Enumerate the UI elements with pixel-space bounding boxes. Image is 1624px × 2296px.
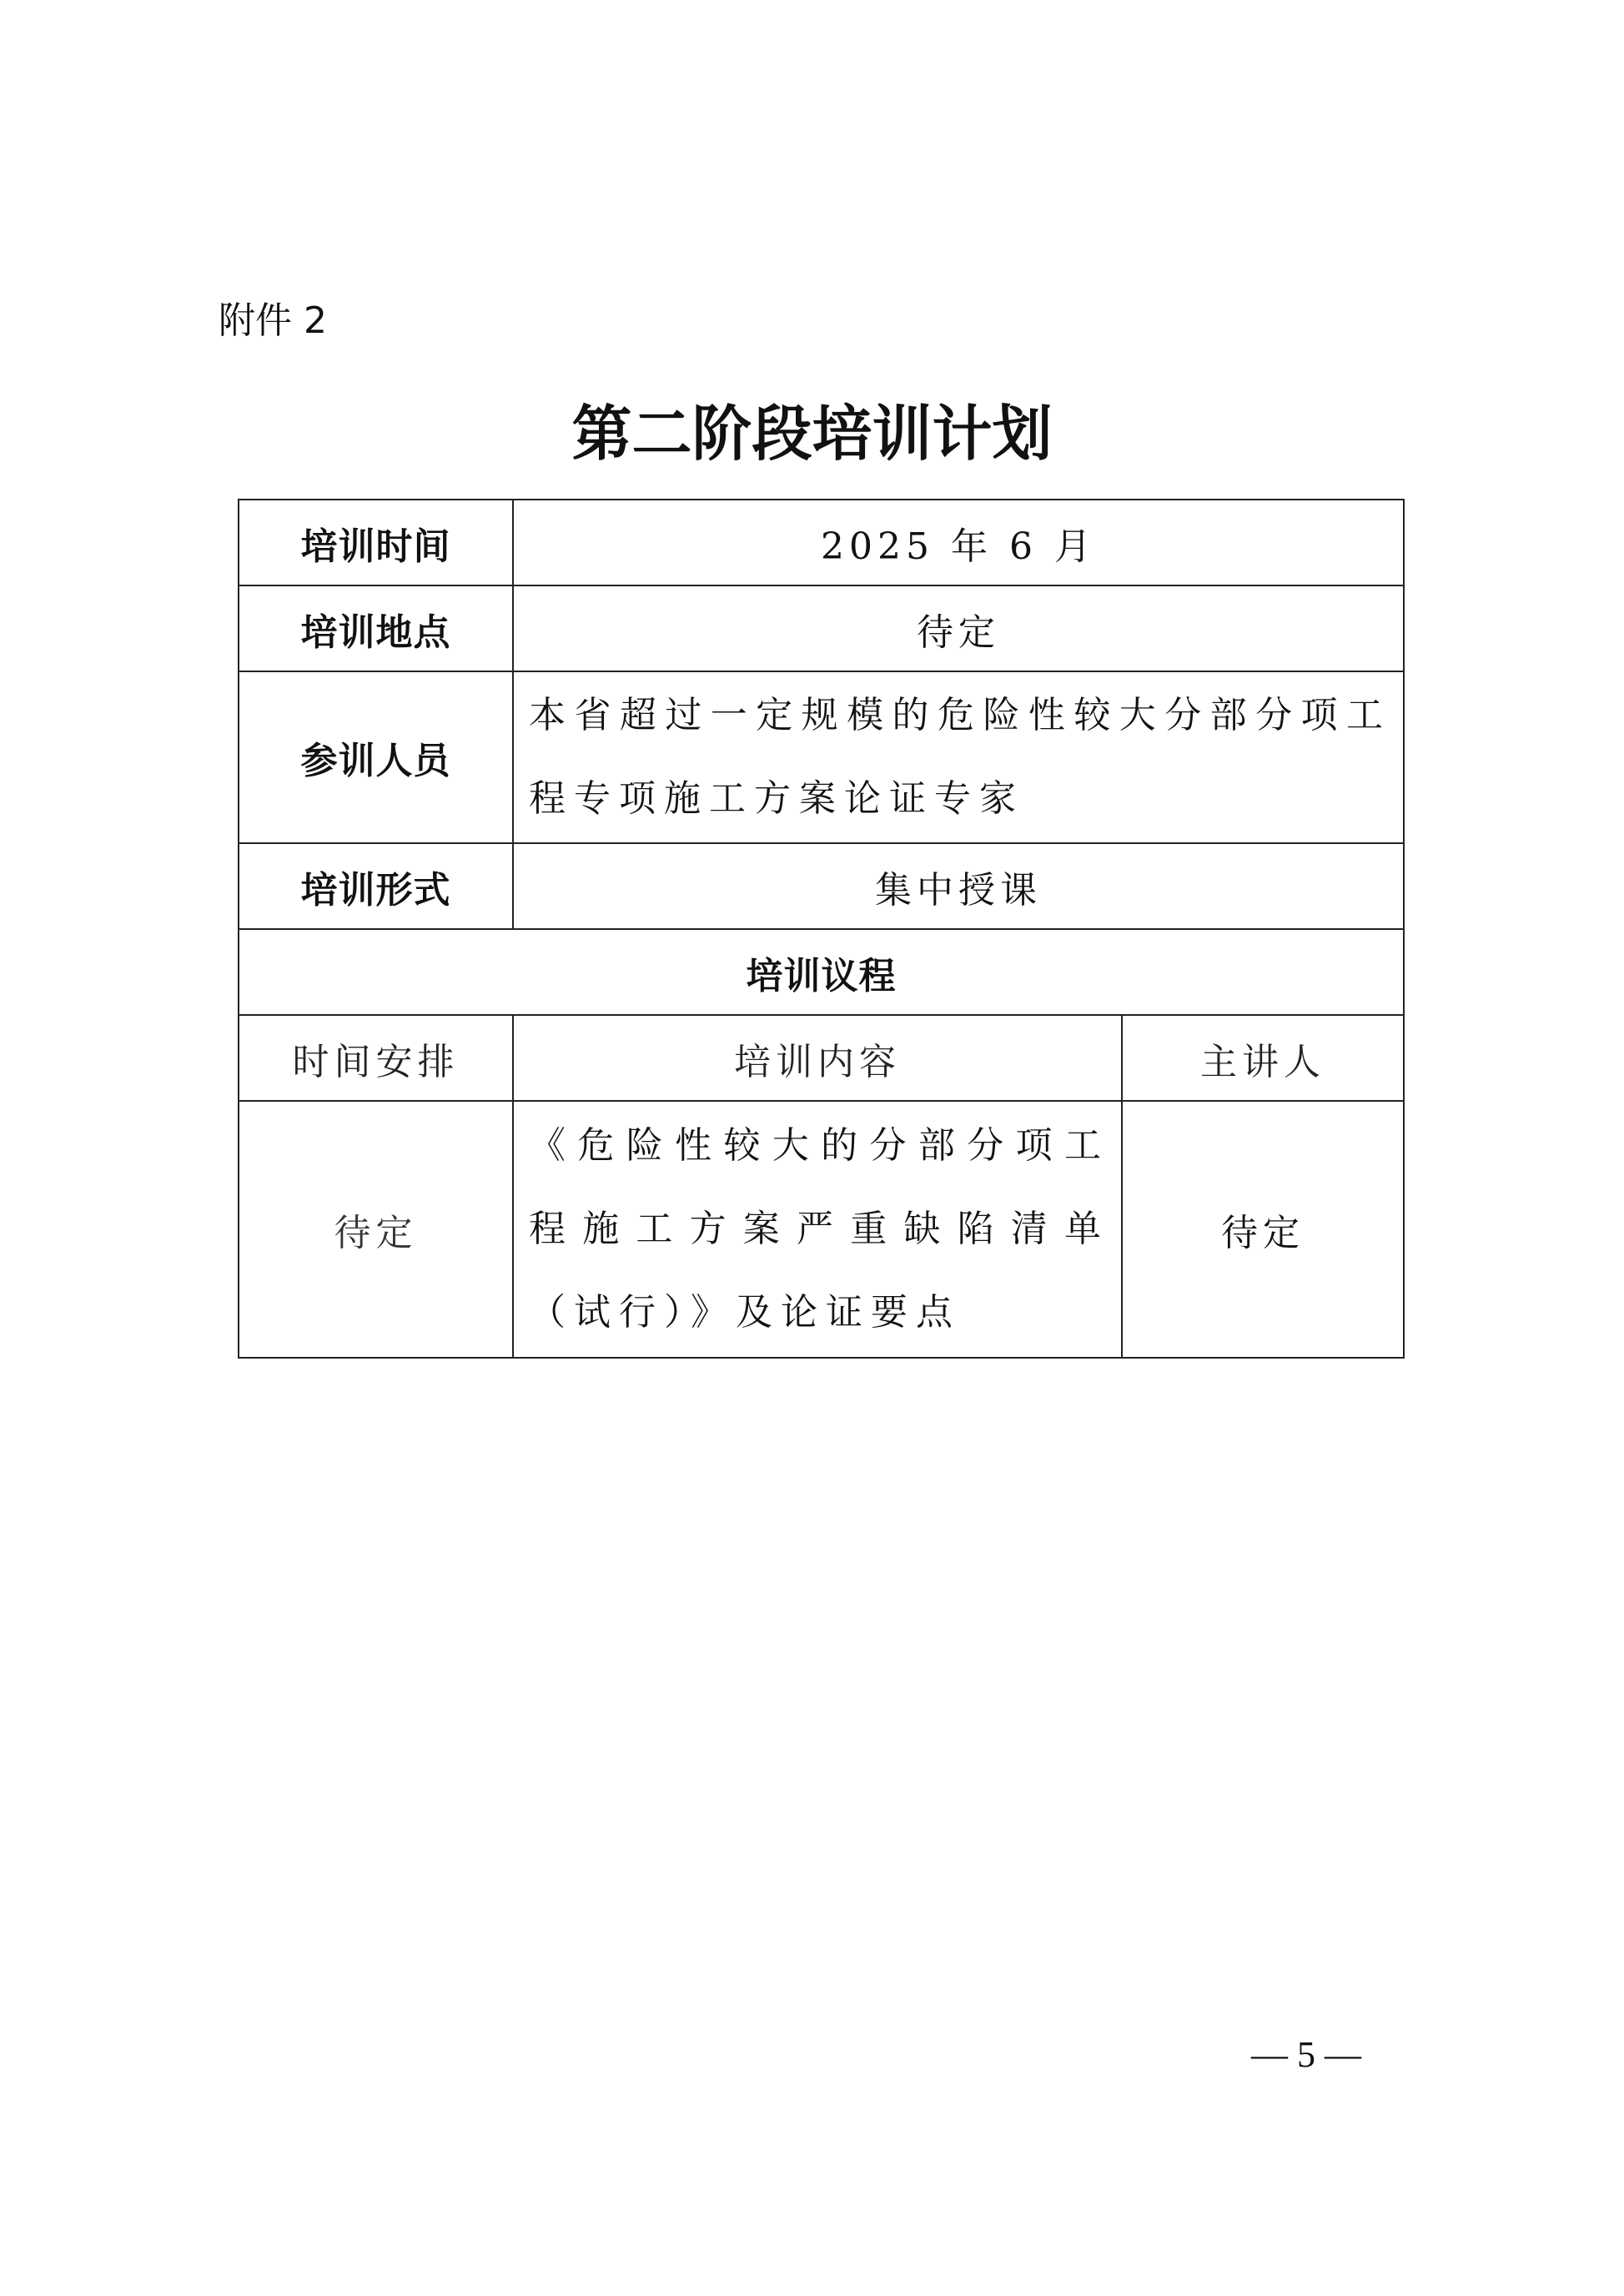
table-row-agenda-item xyxy=(239,1101,1404,1358)
agenda-header-speaker: 主讲人 xyxy=(1122,1015,1404,1101)
table-row-training-time xyxy=(239,500,1404,585)
row-label-training-location: 培训地点 xyxy=(239,585,513,671)
agenda-header-content: 培训内容 xyxy=(513,1015,1122,1101)
agenda-heading: 培训议程 xyxy=(239,929,1404,1015)
agenda-item-time: 待定 xyxy=(239,1101,513,1358)
agenda-item-speaker: 待定 xyxy=(1122,1101,1404,1358)
row-label-training-format: 培训形式 xyxy=(239,843,513,929)
table-row-participants xyxy=(239,671,1404,843)
table-row-training-location xyxy=(239,585,1404,671)
row-label-training-time: 培训时间 xyxy=(239,500,513,585)
row-label-participants: 参训人员 xyxy=(239,671,513,843)
table-row-agenda-headers xyxy=(239,1015,1404,1101)
row-value-participants: 本省超过一定规模的危险性较大分部分项工程专项施工方案论证专家 xyxy=(513,671,1404,843)
page-title: 第二阶段培训计划 xyxy=(571,398,1053,469)
agenda-header-time: 时间安排 xyxy=(239,1015,513,1101)
attachment-label: 附件 2 xyxy=(219,299,327,342)
page-number: — 5 — xyxy=(1251,2034,1361,2075)
row-value-training-time: 2025 年 6 月 xyxy=(513,500,1404,585)
table-row-agenda-heading xyxy=(239,929,1404,1015)
row-value-training-format: 集中授课 xyxy=(513,843,1404,929)
training-plan-table xyxy=(238,499,1405,1359)
agenda-item-content: 《危险性较大的分部分项工程施工方案严重缺陷清单（试行）》及论证要点 xyxy=(513,1101,1122,1358)
row-value-training-location: 待定 xyxy=(513,585,1404,671)
table-row-training-format xyxy=(239,843,1404,929)
